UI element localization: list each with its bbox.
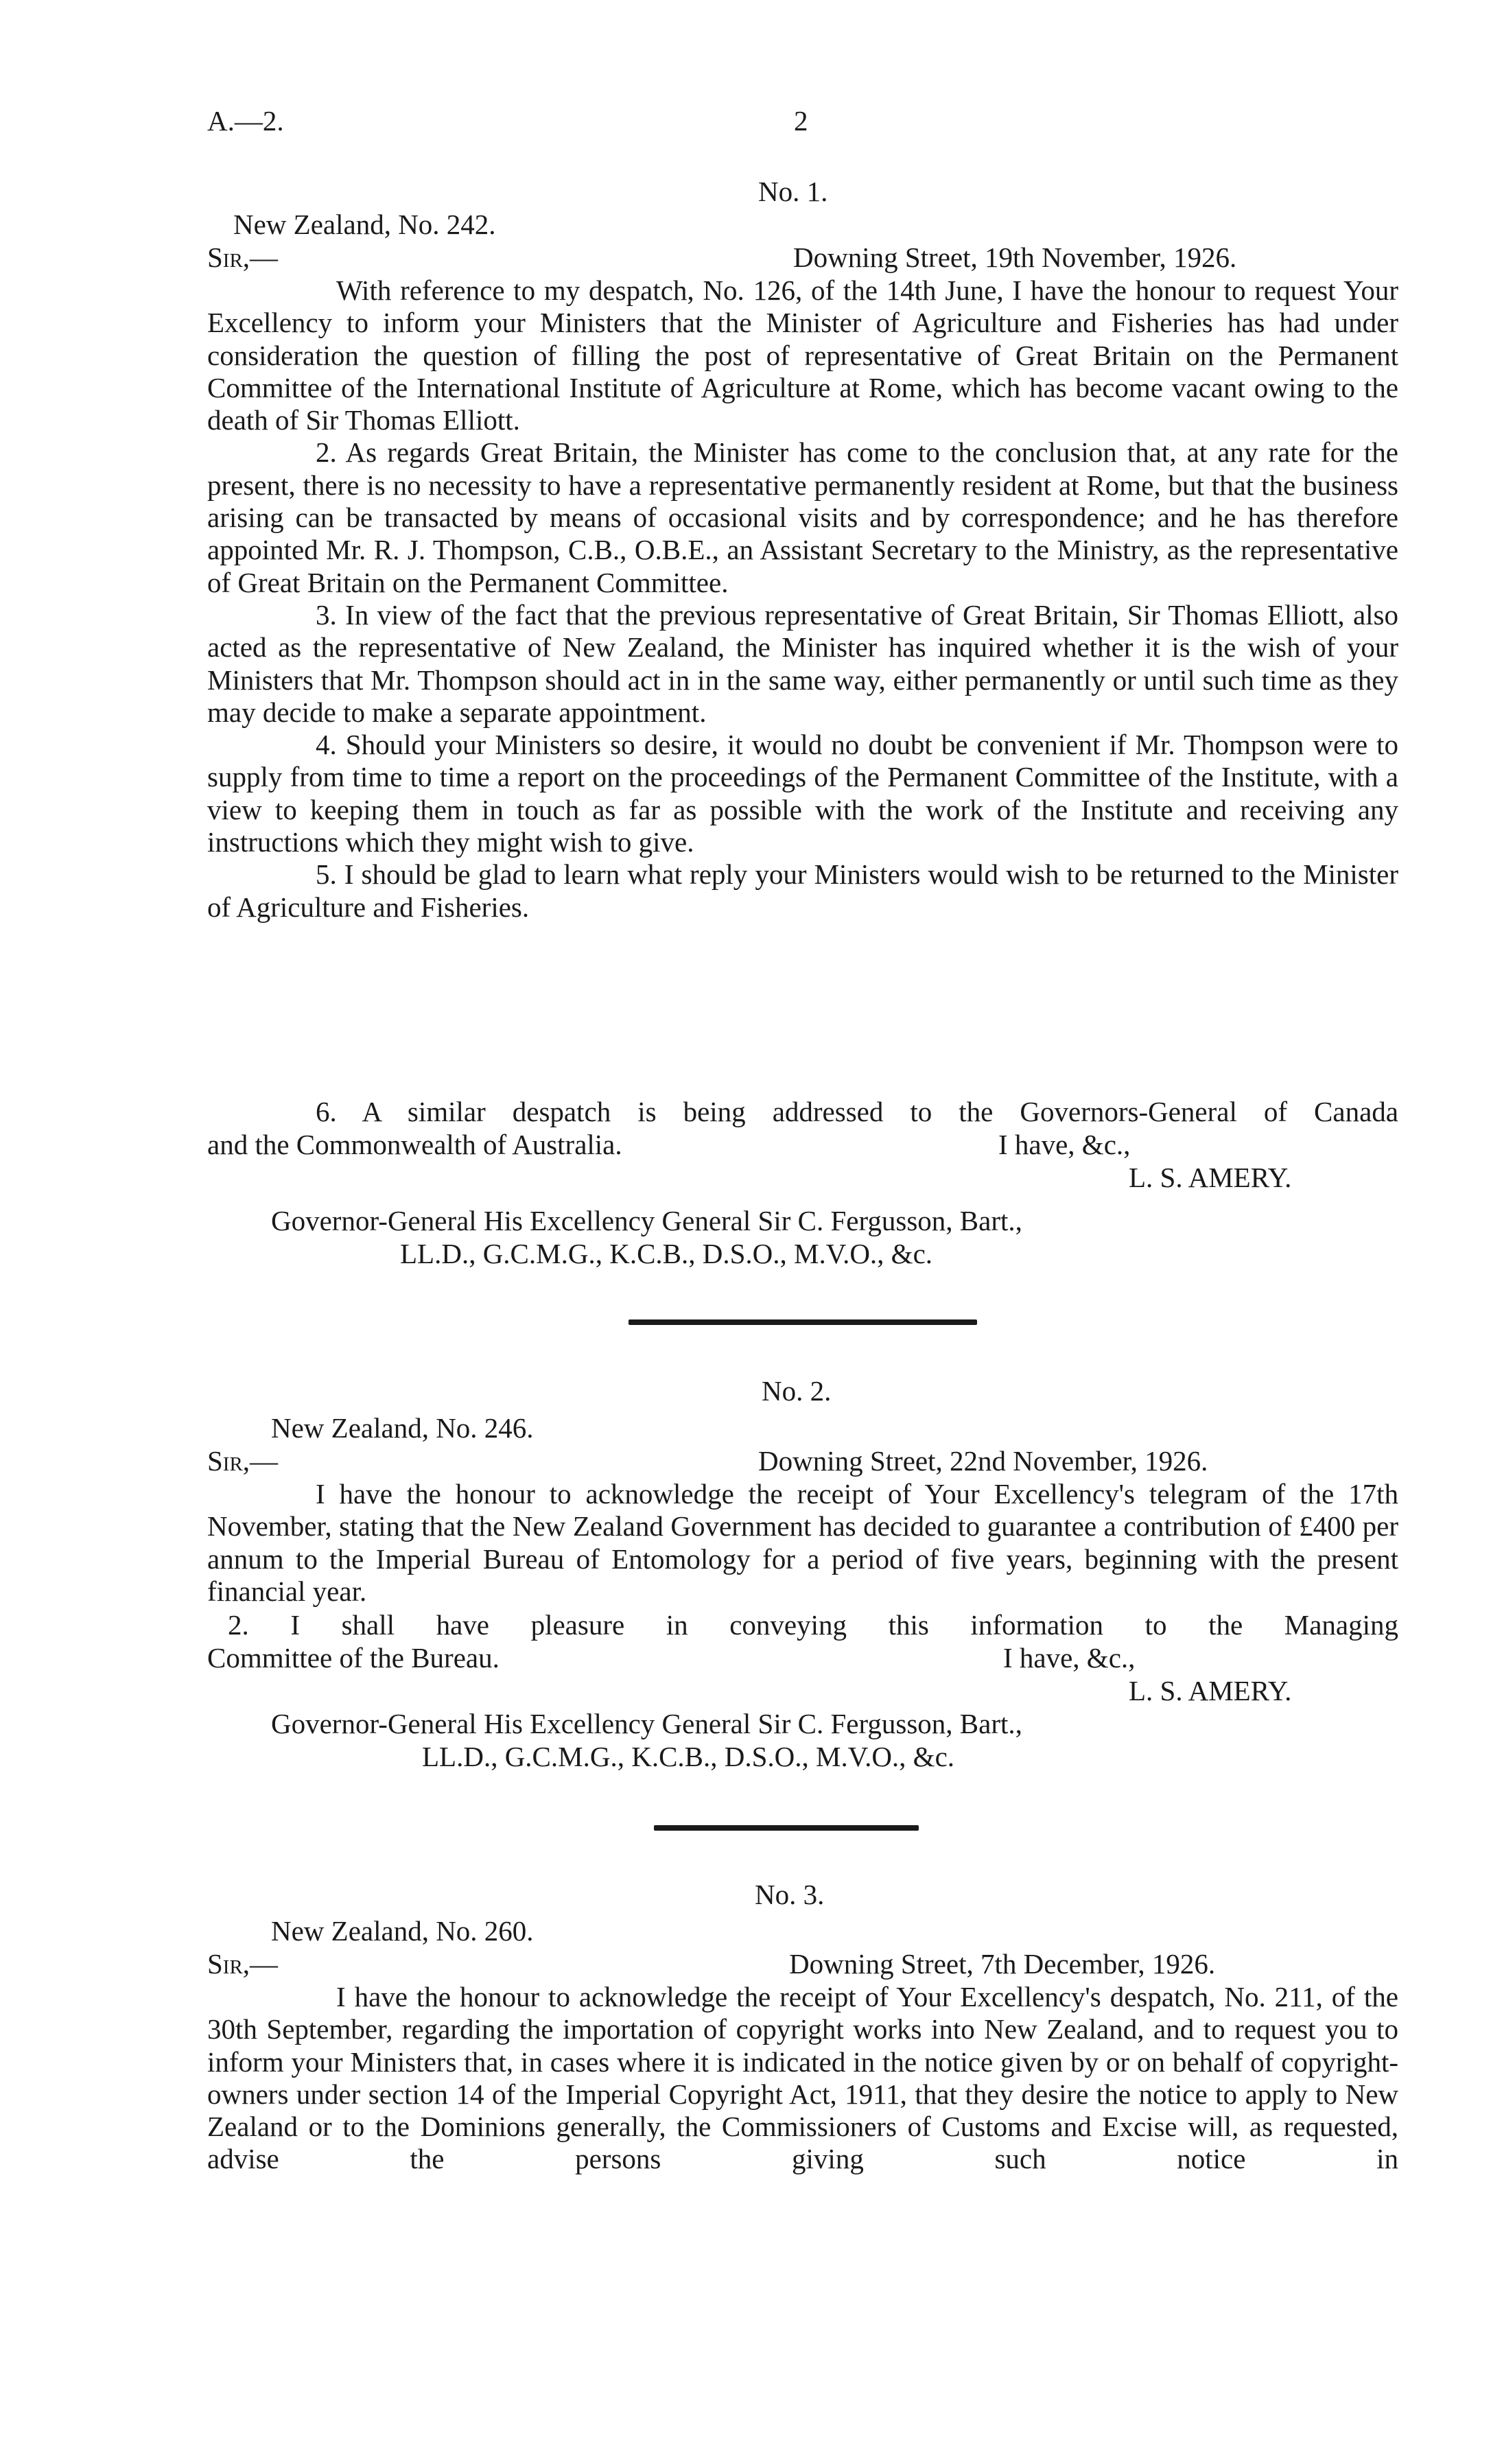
letter-3-body — [207, 1981, 1398, 2176]
letter-1-paragraph-2: 2. As regards Great Britain, the Minister has come to the conclusion that, at any rate for the present, there is no necessity to have a representative permanently resident at Rome, but that the business arising can be transacted by means of occasional visits and by correspondence; and he has therefore appointed Mr. R. J. Thompson, C.B., O.B.E., an Assistant Secretary to the Ministry, as the representative of Great Britain on the Permanent Committee. — [207, 436, 1398, 598]
letter-1-addressee-honours: LL.D., G.C.M.G., K.C.B., D.S.O., M.V.O., &c. — [400, 1238, 933, 1269]
letter-2-number: No. 2. — [762, 1375, 832, 1407]
letter-3-number: No. 3. — [755, 1879, 825, 1910]
letter-1-paragraph-5: 5. I should be glad to learn what reply your Ministers would wish to be returned to the Minister of Agriculture and Fisheries. — [207, 858, 1398, 923]
section-divider — [654, 1825, 919, 1831]
letter-2-paragraph-1: I have the honour to acknowledge the receipt of Your Excellency's telegram of the 17th November, stating that the New Zealand Government has decided to guarantee a contribution of £400 per annum to the Imperial Bureau of Entomology for a period of five years, beginning with the present financial year. — [207, 1478, 1398, 1607]
letter-2-reference: New Zealand, No. 246. — [271, 1412, 534, 1444]
letter-1-salutation: Sir,— — [207, 242, 279, 273]
letter-1-body — [207, 274, 1398, 924]
letter-1-addressee: Governor-General His Excellency General Sir C. Fergusson, Bart., — [271, 1205, 1022, 1236]
letter-2-salutation: Sir,— — [207, 1445, 279, 1477]
letter-2-paragraph-2: 2. I shall have pleasure in conveying this information to the Managing — [228, 1609, 1398, 1641]
letter-1-closing: I have, &c., — [998, 1129, 1131, 1160]
letter-2-body — [207, 1478, 1398, 1608]
letter-3-salutation: Sir,— — [207, 1948, 279, 1980]
letter-2-closing: I have, &c., — [1003, 1642, 1136, 1674]
letter-1-number: No. 1. — [758, 176, 828, 207]
parliamentary-paper-code: A.—2. — [207, 105, 284, 137]
letter-2-addressee-honours: LL.D., G.C.M.G., K.C.B., D.S.O., M.V.O., &c. — [422, 1741, 955, 1772]
letter-3-paragraph-1: I have the honour to acknowledge the receipt of Your Excellency's despatch, No. 211, of the 30th September, regarding the importation of copyright works into New Zealand, and to request you to inform your Ministers that, in cases where it is indicated in the notice given by or on behalf of copyright-owners under section 14 of the Imperial Copyright Act, 1911, that they desire the notice to apply to New Zealand or to the Dominions generally, the Commissioners of Customs and Excise will, as requested, advise the persons giving such notice in — [207, 1981, 1398, 2175]
letter-1-address-date: Downing Street, 19th November, 1926. — [793, 242, 1237, 273]
letter-2-addressee: Governor-General His Excellency General Sir C. Fergusson, Bart., — [271, 1708, 1022, 1739]
letter-3-reference: New Zealand, No. 260. — [271, 1915, 534, 1947]
letter-1-signature: L. S. AMERY. — [1129, 1162, 1292, 1193]
section-divider — [629, 1319, 977, 1325]
letter-1-paragraph-4: 4. Should your Ministers so desire, it would no doubt be convenient if Mr. Thompson were to supply from time to time a report on the proceedings of the Permanent Committee of the Institute, with a view to keeping them in touch as far as possible with the work of the Institute and receiving any instructions which they might wish to give. — [207, 729, 1398, 858]
letter-1-paragraph-6: 6. A similar despatch is being addressed to the Governors-General of Canada — [316, 1096, 1398, 1127]
letter-1-paragraph-6-end: and the Commonwealth of Australia. — [207, 1129, 622, 1160]
letter-3-address-date: Downing Street, 7th December, 1926. — [789, 1948, 1216, 1980]
letter-1-paragraph-1: With reference to my despatch, No. 126, of the 14th June, I have the honour to request Your Excellency to inform your Ministers that the Minister of Agriculture and Fisheries has had under consideration the question of filling the post of representative of Great Britain on the Permanent Committee of the International Institute of Agriculture at Rome, which has become vacant owing to the death of Sir Thomas Elliott. — [207, 274, 1398, 436]
page-number: 2 — [794, 105, 808, 137]
letter-1-paragraph-3: 3. In view of the fact that the previous representative of Great Britain, Sir Thomas Elliott, also acted as the representative of New Zealand, the Minister has inquired whether it is the wish of your Ministers that Mr. Thompson should act in in the same way, either permanently or until such time as they may decide to make a separate appointment. — [207, 598, 1398, 728]
letter-2-signature: L. S. AMERY. — [1129, 1675, 1292, 1706]
letter-2-address-date: Downing Street, 22nd November, 1926. — [758, 1445, 1208, 1477]
letter-2-paragraph-2-end: Committee of the Bureau. — [207, 1642, 500, 1674]
letter-1-reference: New Zealand, No. 242. — [233, 209, 496, 240]
